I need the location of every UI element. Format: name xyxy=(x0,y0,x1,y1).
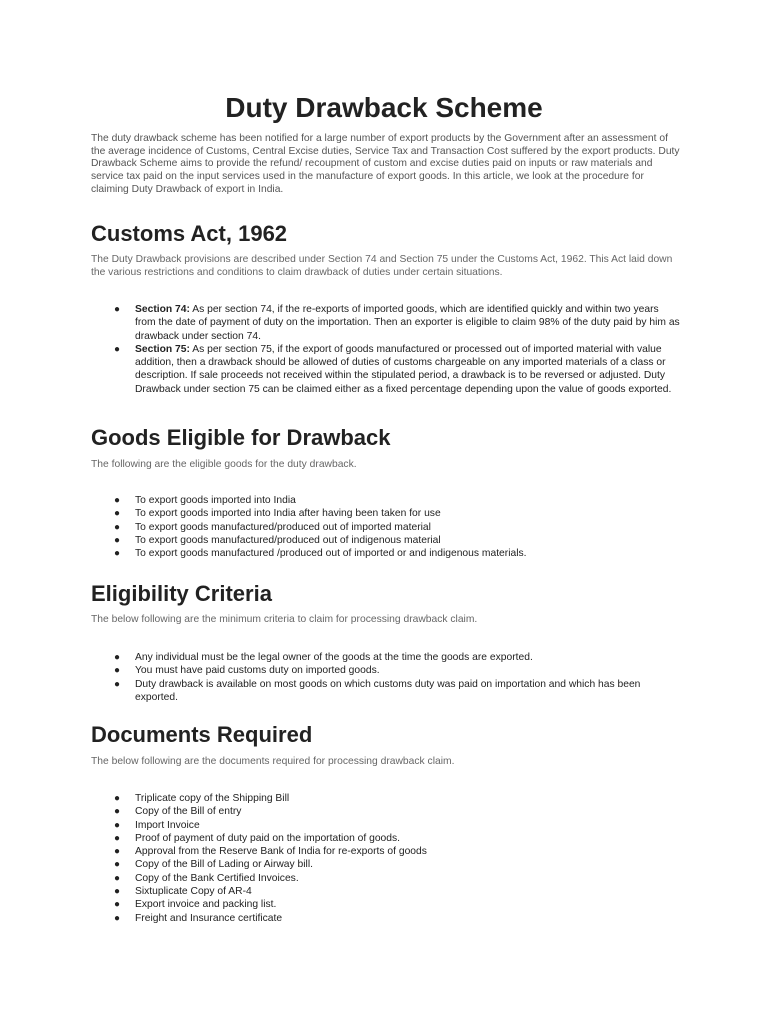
bullet-icon: ● xyxy=(114,859,121,871)
list-item: ● Any individual must be the legal owner of the goods at the time the goods are exported. xyxy=(114,652,533,663)
list-item: ● Proof of payment of duty paid on the importation of goods. xyxy=(114,832,401,844)
list-item: ● You must have paid customs duty on imported goods. xyxy=(114,665,380,677)
list-item: ● To export goods manufactured /produced out of imported or and indigenous materials. xyxy=(114,548,527,560)
list-item-section-75: ● Section 75: As per section 75, if the export of goods manufactured or processed out of imported material with value addition, then a drawback should be allowed of duties of customs chargeable on any imported materials of a class or description. If sale proceeds not received within the stipulated period, a drawback is to be reversed or adjusted. Duty Drawback under section 75 can be claimed either as a fixed percentage depending upon the value of goods exported. xyxy=(114,343,672,395)
bullet-icon: ● xyxy=(114,819,121,831)
bullet-icon: ● xyxy=(114,495,121,506)
bullet-icon: ● xyxy=(114,793,121,804)
list-item: ● To export goods imported into India xyxy=(114,495,296,506)
bullet-icon: ● xyxy=(114,886,121,898)
list-item: ● To export goods manufactured/produced out of indigenous material xyxy=(114,534,441,546)
list-item: ● Freight and Insurance certificate xyxy=(114,912,283,924)
list-item: ● Export invoice and packing list. xyxy=(114,899,277,911)
customs-paragraph: The Duty Drawback provisions are described under Section 74 and Section 75 under the Customs Act, 1962. This Act laid down the various restrictions and conditions to claim drawback of duties under certain situations. xyxy=(91,254,673,278)
bullet-icon: ● xyxy=(114,304,121,315)
list-item: ● To export goods imported into India after having been taken for use xyxy=(114,508,441,520)
criteria-list xyxy=(91,651,681,704)
documents-paragraph: The below following are the documents required for processing drawback claim. xyxy=(91,756,455,767)
list-item: ● Approval from the Reserve Bank of India for re-exports of goods xyxy=(114,846,427,858)
customs-list xyxy=(91,303,681,396)
criteria-heading: Eligibility Criteria xyxy=(91,581,272,606)
page-title: Duty Drawback Scheme xyxy=(225,92,543,123)
list-item: ● Sixtuplicate Copy of AR-4 xyxy=(114,886,252,898)
bullet-icon: ● xyxy=(114,652,121,663)
bullet-icon: ● xyxy=(114,343,121,355)
list-item: ● To export goods manufactured/produced out of imported material xyxy=(114,521,431,533)
documents-heading: Documents Required xyxy=(91,722,313,747)
goods-paragraph: The following are the eligible goods for the duty drawback. xyxy=(91,459,357,470)
list-item: ● Copy of the Bill of Lading or Airway bill. xyxy=(114,859,313,871)
documents-list xyxy=(91,792,681,925)
bullet-icon: ● xyxy=(114,806,121,818)
list-item: ● Triplicate copy of the Shipping Bill xyxy=(114,793,290,804)
list-item: ● Duty drawback is available on most goods on which customs duty was paid on importation and which has been exported. xyxy=(114,678,641,703)
intro-paragraph: The duty drawback scheme has been notified for a large number of export products by the Government after an assessment of the average incidence of Customs, Central Excise duties, Service Tax and Transaction Cost suffered by the export products. Duty Drawback Scheme aims to provide the refund/ recoupment of custom and excise duties paid on inputs or raw materials and service tax paid on the input services used in the manufacture of export goods. In this article, we look at the procedure for claiming Duty Drawback of export in India. xyxy=(91,133,680,195)
list-item: ● Copy of the Bank Certified Invoices. xyxy=(114,872,299,884)
list-item: ● Copy of the Bill of entry xyxy=(114,806,242,818)
bullet-icon: ● xyxy=(114,912,121,924)
list-item-section-74: ● Section 74: As per section 74, if the re-exports of imported goods, which are identified quickly and within two years from the date of payment of duty on the importation. Then an exporter is eligible to claim 98% of the duty paid by him as drawback under section 74. xyxy=(114,304,680,342)
bullet-icon: ● xyxy=(114,508,121,520)
bullet-icon: ● xyxy=(114,846,121,858)
bullet-icon: ● xyxy=(114,548,121,560)
list-item: ● Import Invoice xyxy=(114,819,200,831)
bullet-icon: ● xyxy=(114,872,121,884)
bullet-icon: ● xyxy=(114,678,121,690)
bullet-icon: ● xyxy=(114,899,121,911)
bullet-icon: ● xyxy=(114,521,121,533)
goods-heading: Goods Eligible for Drawback xyxy=(91,425,391,450)
goods-list xyxy=(91,494,681,560)
bullet-icon: ● xyxy=(114,832,121,844)
customs-heading: Customs Act, 1962 xyxy=(91,221,288,246)
bullet-icon: ● xyxy=(114,534,121,546)
criteria-paragraph: The below following are the minimum criteria to claim for processing drawback claim. xyxy=(91,614,478,625)
bullet-icon: ● xyxy=(114,665,121,677)
